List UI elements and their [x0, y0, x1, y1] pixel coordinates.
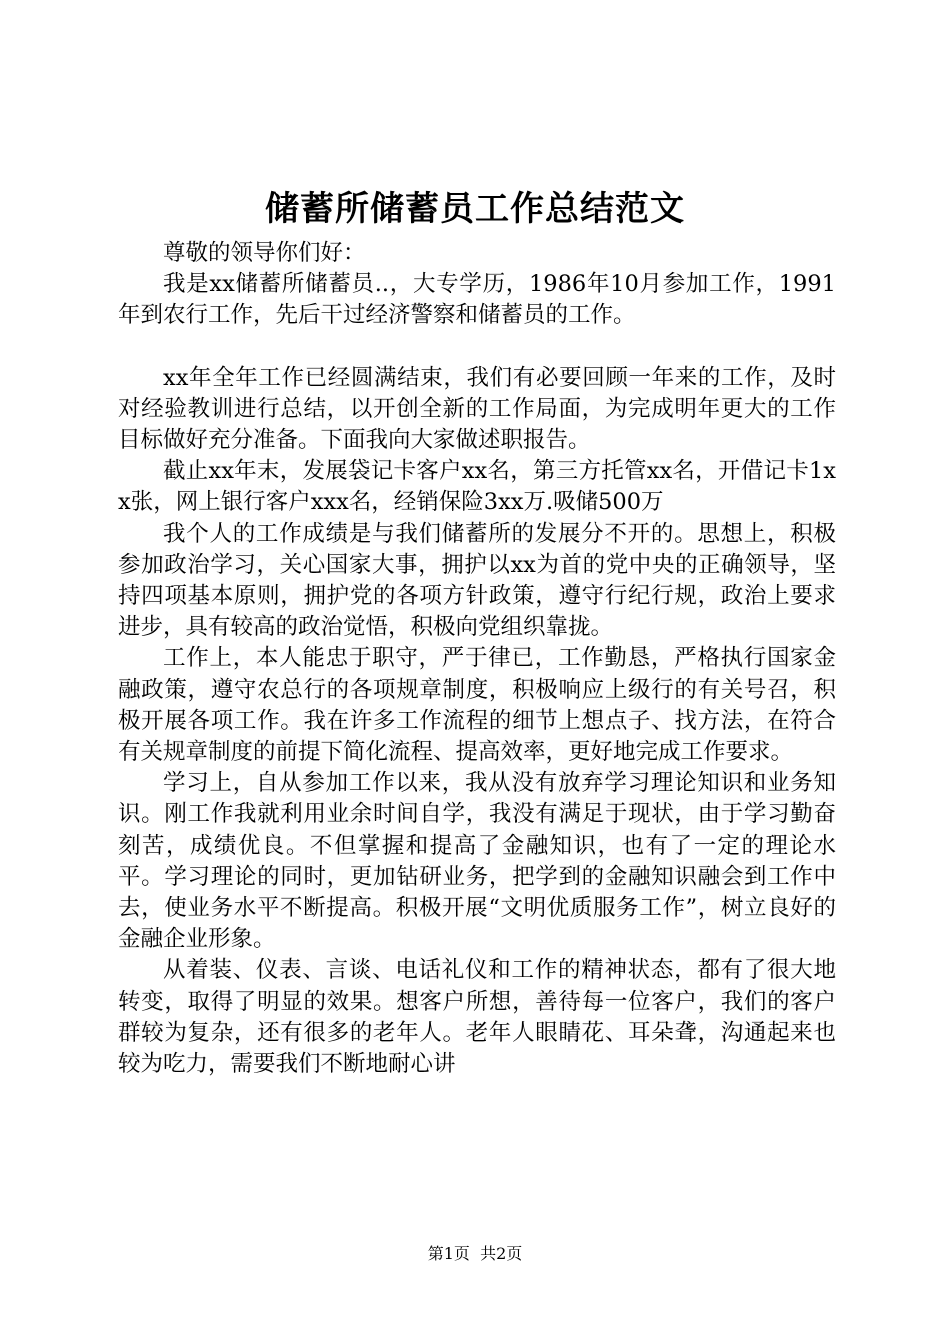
- document-title: 储蓄所储蓄员工作总结范文: [265, 189, 685, 229]
- body-paragraph: xx年全年工作已经圆满结束，我们有必要回顾一年来的工作，及时对经验教训进行总结，以开创全新的工作局面，为完成明年更大的工作目标做好充分准备。下面我向大家做述职报告。: [118, 364, 836, 454]
- body-paragraph: 我个人的工作成绩是与我们储蓄所的发展分不开的。思想上，积极参加政治学习，关心国家大事，拥护以xx为首的党中央的正确领导，坚持四项基本原则，拥护党的各项方针政策，遵守行纪行规，政治上要求进步，具有较高的政治觉悟，积极向党组织靠拢。: [118, 520, 836, 641]
- body-paragraph: 工作上，本人能忠于职守，严于律已，工作勤恳，严格执行国家金融政策，遵守农总行的各项规章制度，积极响应上级行的有关号召，积极开展各项工作。我在许多工作流程的细节上想点子、找方法，在符合有关规章制度的前提下简化流程、提高效率，更好地完成工作要求。: [118, 645, 836, 766]
- body-paragraph: 我是xx储蓄所储蓄员..，大专学历，1986年10月参加工作，1991年到农行工作，先后干过经济警察和储蓄员的工作。: [118, 271, 836, 329]
- document-body: [118, 238, 836, 1080]
- body-paragraph: 从着装、仪表、言谈、电话礼仪和工作的精神状态，都有了很大地转变，取得了明显的效果。想客户所想，善待每一位客户，我们的客户群较为复杂，还有很多的老年人。老年人眼睛花、耳朵聋，沟通起来也较为吃力，需要我们不断地耐心讲: [118, 957, 836, 1078]
- body-paragraph: 截止xx年末，发展袋记卡客户xx名，第三方托管xx名，开借记卡1xx张，网上银行客户xxx名，经销保险3xx万.吸储500万: [118, 458, 836, 516]
- salutation-paragraph: 尊敬的领导你们好：: [163, 240, 366, 266]
- page-footer: 第1页 共2页: [427, 1244, 523, 1263]
- body-paragraph: 学习上，自从参加工作以来，我从没有放弃学习理论知识和业务知识。刚工作我就利用业余时间自学，我没有满足于现状，由于学习勤奋刻苦，成绩优良。不但掌握和提高了金融知识，也有了一定的理论水平。学习理论的同时，更加钻研业务，把学到的金融知识融会到工作中去，使业务水平不断提高。积极开展“文明优质服务工作”，树立良好的金融企业形象。: [118, 770, 836, 953]
